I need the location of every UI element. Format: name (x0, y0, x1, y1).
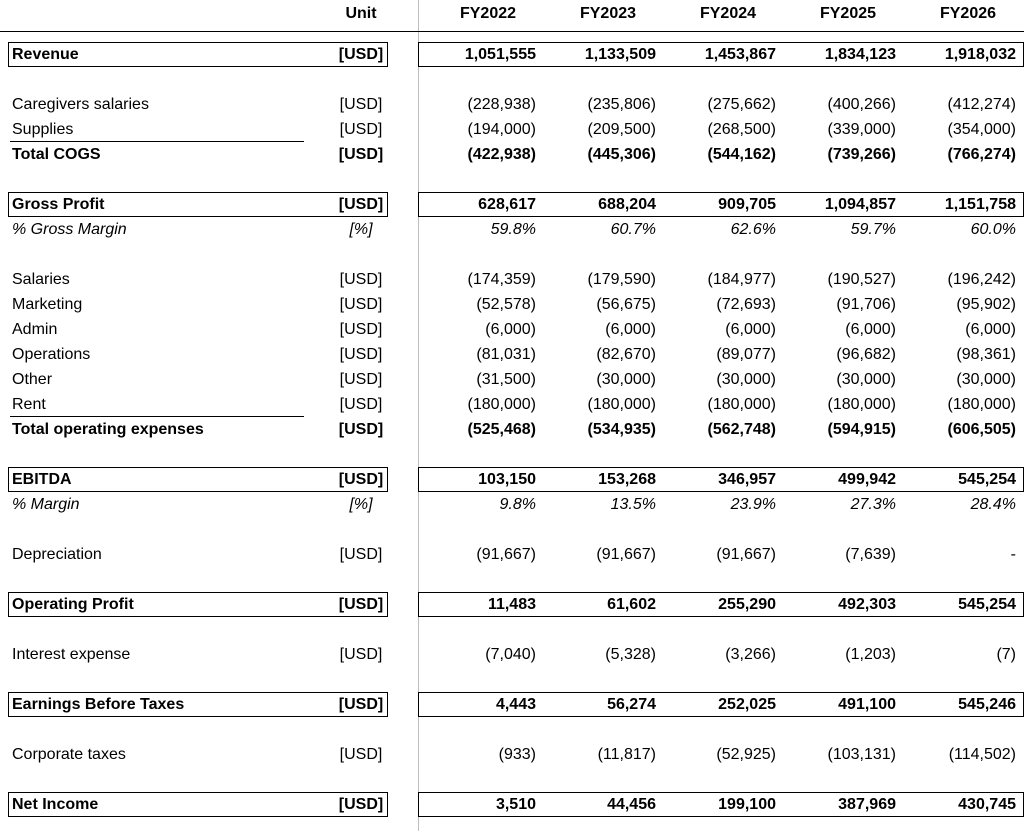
row-label: Net Income (12, 796, 99, 813)
row-operations (0, 342, 1024, 367)
value-cell-fy2026: 28.4% (970, 496, 1016, 513)
row-label: Earnings Before Taxes (12, 696, 185, 713)
value-cell-fy2024: (3,266) (725, 646, 776, 663)
value-cell-fy2026: 60.0% (970, 221, 1016, 238)
value-cell-fy2022: (933) (498, 746, 536, 763)
value-cell-fy2024: (184,977) (707, 271, 776, 288)
value-cell-fy2022: (228,938) (467, 96, 536, 113)
row-label: Total operating expenses (12, 421, 204, 438)
header-fy2025: FY2025 (819, 5, 877, 22)
row-values-box (418, 792, 1024, 817)
value-cell-fy2023: (534,935) (587, 421, 656, 438)
header-unit: Unit (345, 5, 377, 22)
value-cell-fy2024: (6,000) (725, 321, 776, 338)
header-fy2024: FY2024 (699, 5, 757, 22)
value-cell-fy2023: 60.7% (610, 221, 656, 238)
value-cell-fy2022: (31,500) (476, 371, 536, 388)
row-label: Corporate taxes (12, 746, 126, 763)
value-cell-fy2024: (268,500) (707, 121, 776, 138)
value-cell-fy2026: (180,000) (947, 396, 1016, 413)
header-rule (0, 31, 1024, 32)
header-fy2026: FY2026 (939, 5, 997, 22)
row-supplies (0, 117, 1024, 142)
value-cell-fy2025: (190,527) (827, 271, 896, 288)
value-cell-fy2024: 23.9% (730, 496, 776, 513)
value-cell-fy2025: (1,203) (845, 646, 896, 663)
value-cell-fy2024: (180,000) (707, 396, 776, 413)
value-cell-fy2025: 492,303 (838, 596, 896, 613)
row-ebitda-margin (0, 492, 1024, 517)
value-cell-fy2025: (30,000) (836, 371, 896, 388)
value-cell-fy2023: (91,667) (596, 546, 656, 563)
row-unit: [USD] (338, 46, 384, 63)
value-cell-fy2026: (95,902) (956, 296, 1016, 313)
row-unit: [USD] (339, 346, 383, 363)
row-label-box (8, 467, 388, 492)
value-cell-fy2024: 255,290 (718, 596, 776, 613)
value-cell-fy2024: 252,025 (718, 696, 776, 713)
row-unit: [USD] (339, 396, 383, 413)
value-cell-fy2024: 909,705 (718, 196, 776, 213)
value-cell-fy2023: 61,602 (607, 596, 656, 613)
row-gross-margin (0, 217, 1024, 242)
row-label-box (8, 192, 388, 217)
row-label: Revenue (12, 46, 79, 63)
value-cell-fy2026: (114,502) (948, 746, 1016, 763)
row-label: Other (12, 371, 53, 388)
row-unit: [USD] (339, 96, 383, 113)
value-cell-fy2025: (103,131) (827, 746, 896, 763)
value-cell-fy2025: 499,942 (838, 471, 896, 488)
value-cell-fy2022: (81,031) (476, 346, 536, 363)
value-cell-fy2026: - (1010, 546, 1016, 563)
row-unit: [USD] (338, 146, 384, 163)
row-label: Marketing (12, 296, 83, 313)
value-cell-fy2024: 346,957 (718, 471, 776, 488)
value-cell-fy2023: (11,817) (597, 746, 656, 763)
value-cell-fy2025: (96,682) (836, 346, 896, 363)
value-cell-fy2026: 545,246 (958, 696, 1016, 713)
value-cell-fy2022: 103,150 (478, 471, 536, 488)
row-marketing (0, 292, 1024, 317)
value-cell-fy2026: (412,274) (947, 96, 1016, 113)
value-cell-fy2022: 11,483 (487, 596, 536, 613)
row-label: Rent (12, 396, 46, 413)
row-label: EBITDA (12, 471, 72, 488)
row-label: Operations (12, 346, 91, 363)
value-cell-fy2025: (91,706) (836, 296, 896, 313)
header-fy2023: FY2023 (579, 5, 637, 22)
row-label: % Gross Margin (12, 221, 127, 238)
row-caregivers (0, 92, 1024, 117)
row-unit: [%] (349, 496, 373, 513)
row-unit: [USD] (338, 796, 384, 813)
row-total-cogs (0, 142, 1024, 167)
value-cell-fy2022: 59.8% (490, 221, 536, 238)
row-unit: [USD] (339, 746, 383, 763)
value-cell-fy2023: (179,590) (587, 271, 656, 288)
value-cell-fy2023: 56,274 (607, 696, 656, 713)
value-cell-fy2025: 1,834,123 (824, 46, 896, 63)
value-cell-fy2023: (82,670) (596, 346, 656, 363)
value-cell-fy2024: (562,748) (707, 421, 776, 438)
row-admin (0, 317, 1024, 342)
value-cell-fy2024: (91,667) (716, 546, 776, 563)
value-cell-fy2022: (525,468) (467, 421, 536, 438)
value-cell-fy2022: 9.8% (499, 496, 536, 513)
value-cell-fy2022: (91,667) (476, 546, 536, 563)
row-unit: [USD] (339, 121, 383, 138)
header-fy2022: FY2022 (459, 5, 517, 22)
value-cell-fy2024: 199,100 (718, 796, 776, 813)
value-cell-fy2024: 62.6% (730, 221, 776, 238)
row-interest (0, 642, 1024, 667)
row-label: Caregivers salaries (12, 96, 149, 113)
value-cell-fy2023: (5,328) (605, 646, 656, 663)
value-cell-fy2025: 1,094,857 (824, 196, 896, 213)
value-cell-fy2023: (56,675) (596, 296, 656, 313)
value-cell-fy2025: 27.3% (850, 496, 896, 513)
value-cell-fy2025: (180,000) (827, 396, 896, 413)
value-cell-fy2023: (209,500) (587, 121, 656, 138)
value-cell-fy2026: 545,254 (958, 596, 1016, 613)
value-cell-fy2022: 3,510 (495, 796, 536, 813)
row-taxes (0, 742, 1024, 767)
value-cell-fy2025: 491,100 (838, 696, 896, 713)
row-unit: [USD] (339, 271, 383, 288)
row-label: Gross Profit (12, 196, 105, 213)
value-cell-fy2026: 545,254 (958, 471, 1016, 488)
row-total-opex (0, 417, 1024, 442)
value-cell-fy2023: 1,133,509 (584, 46, 656, 63)
row-unit: [USD] (339, 371, 383, 388)
value-cell-fy2023: (445,306) (587, 146, 656, 163)
value-cell-fy2024: (30,000) (716, 371, 776, 388)
row-unit: [USD] (338, 196, 384, 213)
value-cell-fy2026: 430,745 (958, 796, 1016, 813)
row-values-box (418, 192, 1024, 217)
value-cell-fy2022: 1,051,555 (464, 46, 536, 63)
subtotal-rule (10, 416, 304, 417)
value-cell-fy2023: (235,806) (587, 96, 656, 113)
value-cell-fy2022: (7,040) (485, 646, 536, 663)
value-cell-fy2025: (7,639) (845, 546, 896, 563)
value-cell-fy2023: 44,456 (607, 796, 656, 813)
value-cell-fy2026: (606,505) (947, 421, 1016, 438)
value-cell-fy2026: (6,000) (965, 321, 1016, 338)
row-label: Salaries (12, 271, 70, 288)
value-cell-fy2025: (739,266) (827, 146, 896, 163)
value-cell-fy2024: (52,925) (716, 746, 776, 763)
row-label-box (8, 592, 388, 617)
value-cell-fy2022: (52,578) (476, 296, 536, 313)
value-cell-fy2024: (544,162) (707, 146, 776, 163)
row-values-box (418, 692, 1024, 717)
value-cell-fy2023: (180,000) (587, 396, 656, 413)
value-cell-fy2026: 1,918,032 (944, 46, 1016, 63)
row-label-box (8, 792, 388, 817)
value-cell-fy2022: 4,443 (495, 696, 536, 713)
row-label-box (8, 42, 388, 67)
value-cell-fy2026: (98,361) (956, 346, 1016, 363)
value-cell-fy2024: (275,662) (707, 96, 776, 113)
value-cell-fy2026: (7) (996, 646, 1016, 663)
value-cell-fy2022: (194,000) (467, 121, 536, 138)
value-cell-fy2022: (180,000) (467, 396, 536, 413)
row-values-box (418, 42, 1024, 67)
row-unit: [USD] (339, 646, 383, 663)
row-unit: [USD] (338, 421, 384, 438)
value-cell-fy2024: (89,077) (716, 346, 776, 363)
value-cell-fy2022: (6,000) (485, 321, 536, 338)
value-cell-fy2026: (766,274) (947, 146, 1016, 163)
value-cell-fy2026: (30,000) (956, 371, 1016, 388)
value-cell-fy2025: (400,266) (827, 96, 896, 113)
value-cell-fy2024: (72,693) (716, 296, 776, 313)
value-cell-fy2026: (354,000) (947, 121, 1016, 138)
value-cell-fy2024: 1,453,867 (704, 46, 776, 63)
row-unit: [USD] (339, 296, 383, 313)
row-label-box (8, 692, 388, 717)
row-unit: [USD] (338, 696, 384, 713)
row-label: % Margin (12, 496, 80, 513)
row-other (0, 367, 1024, 392)
value-cell-fy2022: (174,359) (467, 271, 536, 288)
value-cell-fy2025: (6,000) (845, 321, 896, 338)
value-cell-fy2025: (339,000) (827, 121, 896, 138)
row-depreciation (0, 542, 1024, 567)
row-label: Interest expense (12, 646, 131, 663)
row-unit: [USD] (338, 471, 384, 488)
row-values-box (418, 592, 1024, 617)
row-label: Admin (12, 321, 58, 338)
value-cell-fy2025: 59.7% (850, 221, 896, 238)
value-cell-fy2023: (30,000) (596, 371, 656, 388)
value-cell-fy2025: 387,969 (838, 796, 896, 813)
value-cell-fy2023: 153,268 (598, 471, 656, 488)
row-rent (0, 392, 1024, 417)
row-unit: [USD] (339, 321, 383, 338)
value-cell-fy2026: 1,151,758 (944, 196, 1016, 213)
row-label: Total COGS (12, 146, 101, 163)
row-unit: [USD] (338, 596, 384, 613)
row-salaries (0, 267, 1024, 292)
value-cell-fy2022: 628,617 (478, 196, 536, 213)
value-cell-fy2023: 688,204 (598, 196, 656, 213)
row-label: Operating Profit (12, 596, 134, 613)
row-label: Supplies (12, 121, 74, 138)
row-unit: [USD] (339, 546, 383, 563)
row-unit: [%] (349, 221, 373, 238)
row-values-box (418, 467, 1024, 492)
value-cell-fy2026: (196,242) (947, 271, 1016, 288)
value-cell-fy2022: (422,938) (467, 146, 536, 163)
row-label: Depreciation (12, 546, 102, 563)
subtotal-rule (10, 141, 304, 142)
value-cell-fy2025: (594,915) (827, 421, 896, 438)
value-cell-fy2023: 13.5% (610, 496, 656, 513)
value-cell-fy2023: (6,000) (605, 321, 656, 338)
